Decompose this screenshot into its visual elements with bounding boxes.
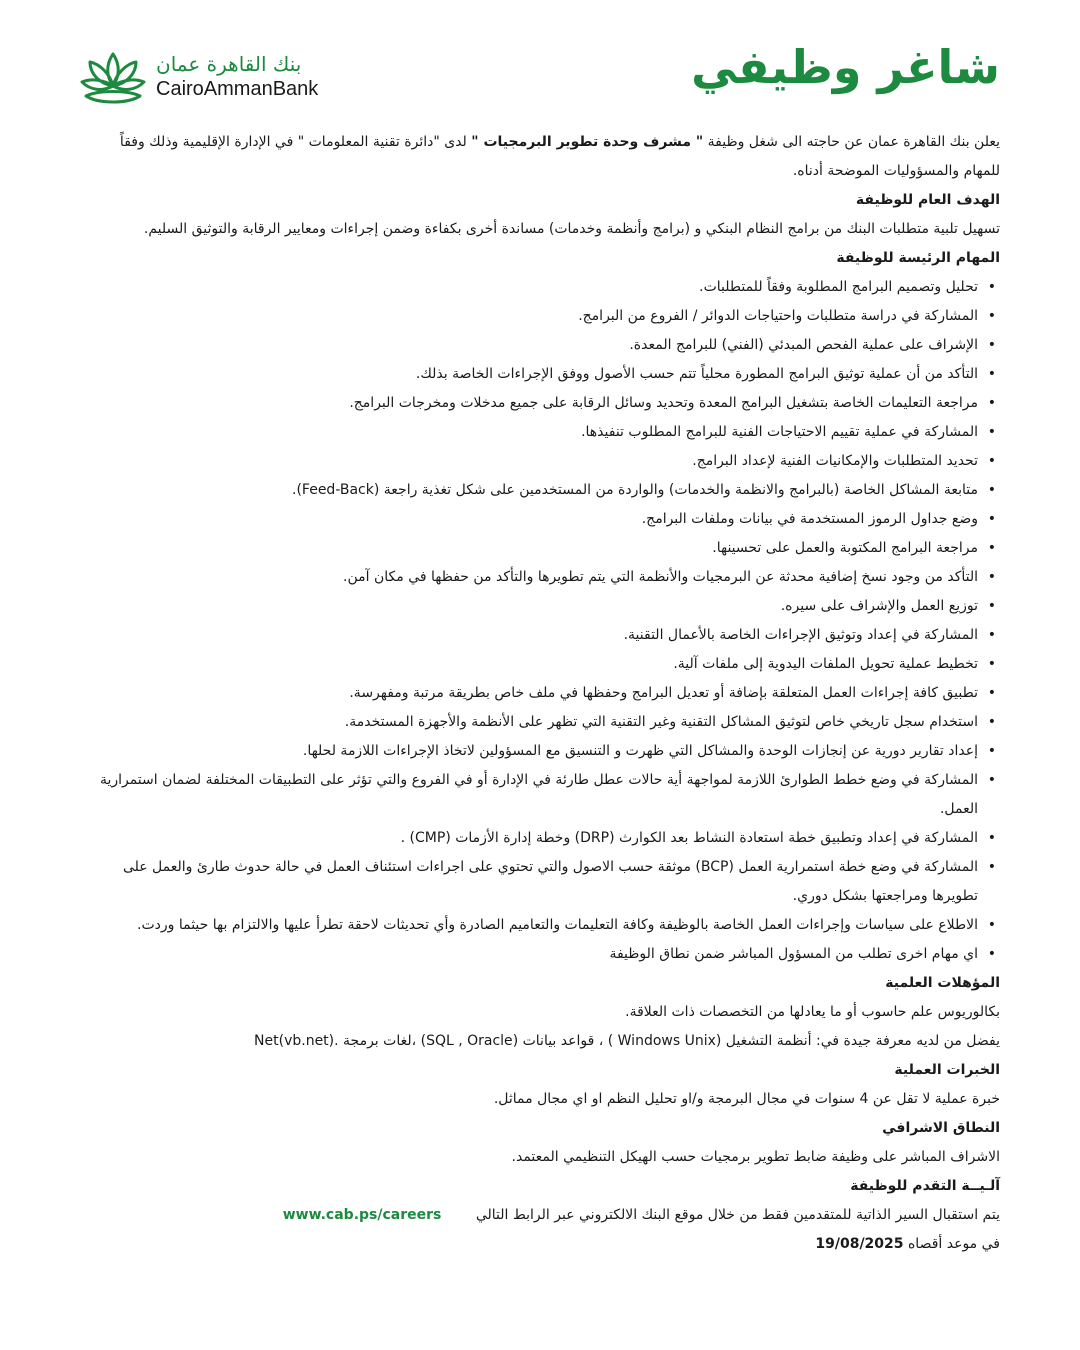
list-item: • المشاركة في وضع خطة استمرارية العمل (BCP) موثقة حسب الاصول والتي تحتوي على اجراءات استئناف العمل في حالة حدوث طارئ والعمل على تطويرها ومراجعتها بشكل دوري.: [80, 853, 1000, 911]
list-item: • إعداد تقارير دورية عن إنجازات الوحدة والمشاكل التي ظهرت و التنسيق مع المسؤولين لاتخاذ الإجراءات اللازمة لحلها.: [80, 737, 1000, 766]
list-item: • تطبيق كافة إجراءات العمل المتعلقة بإضافة أو تعديل البرامج وحفظها في ملف خاص بطريقة مرتبة ومفهرسة.: [80, 679, 1000, 708]
apply-heading: آلـيــة التقدم للوظيفة: [850, 1178, 1000, 1194]
list-item: • مراجعة البرامج المكتوبة والعمل على تحسينها.: [80, 534, 1000, 563]
list-item: • متابعة المشاكل الخاصة (بالبرامج والانظمة والخدمات) والواردة من المستخدمين على شكل تغذية راجعة (Feed-Back).: [80, 476, 1000, 505]
list-item: • المشاركة في وضع خطط الطوارئ اللازمة لمواجهة أية حالات عطل طارئة في الإدارة أو في الفروع والتي تؤثر على التطبيقات المختلفة لضمان استمرارية العمل.: [80, 766, 1000, 824]
careers-link[interactable]: www.cab.ps/careers: [282, 1207, 442, 1223]
qualifications-line-2: يفضل من لديه معرفة جيدة في: أنظمة التشغيل (Windows Unix ) ، قواعد بيانات (SQL , Oracle) ،لغات برمجة .Net(vb.net): [254, 1033, 1000, 1049]
apply-text: [80, 1201, 1000, 1230]
list-item: • اي مهام اخرى تطلب من المسؤول المباشر ضمن نطاق الوظيفة: [80, 940, 1000, 969]
intro-paragraph: [80, 128, 1000, 186]
list-item: • توزيع العمل والإشراف على سيره.: [80, 592, 1000, 621]
goal-text: تسهيل تلبية متطلبات البنك من برامج النظام البنكي و (برامج وأنظمة وخدمات) مساندة أخرى بكفاءة وضمن إجراءات ومعايير الرقابة والتوثيق السليم.: [143, 221, 1000, 237]
logo-english-text: CairoAmmanBank: [156, 78, 319, 100]
intro-suffix: لدى "دائرة تقنية المعلومات " في الإدارة الإقليمية وذلك وفقاً للمهام والمسؤوليات الموضحة أدناه.: [119, 134, 1000, 179]
list-item: • تحليل وتصميم البرامج المطلوبة وفقاً للمتطلبات.: [80, 273, 1000, 302]
experience-heading: الخبرات العملية: [894, 1062, 1000, 1078]
qualifications-line-1: بكالوريوس علم حاسوب أو ما يعادلها من التخصصات ذات العلاقة.: [625, 1004, 1000, 1020]
page-title: شاغر وظيفي: [691, 40, 1000, 94]
qualifications-heading: المؤهلات العلمية: [885, 975, 1000, 991]
job-description: [80, 128, 1000, 1259]
intro-prefix: يعلن بنك القاهرة عمان عن حاجته الى شغل وظيفة: [707, 134, 1000, 150]
list-item: • تحديد المتطلبات والإمكانيات الفنية لإعداد البرامج.: [80, 447, 1000, 476]
list-item: • المشاركة في إعداد وتوثيق الإجراءات الخاصة بالأعمال التقنية.: [80, 621, 1000, 650]
list-item: • المشاركة في دراسة متطلبات واحتياجات الدوائر / الفروع من البرامج.: [80, 302, 1000, 331]
supervision-text: الاشراف المباشر على وظيفة ضابط تطوير برمجيات حسب الهيكل التنظيمي المعتمد.: [511, 1149, 1000, 1165]
goal-heading: الهدف العام للوظيفة: [855, 192, 1000, 208]
deadline: [80, 1230, 1000, 1259]
list-item: • المشاركة في إعداد وتطبيق خطة استعادة النشاط بعد الكوارث (DRP) وخطة إدارة الأزمات (CMP) .: [80, 824, 1000, 853]
header: [0, 0, 1080, 125]
lotus-icon: [80, 50, 146, 106]
list-item: • مراجعة التعليمات الخاصة بتشغيل البرامج المعدة وتحديد وسائل الرقابة على جميع مدخلات ومخرجات البرامج.: [80, 389, 1000, 418]
list-item: • الاطلاع على سياسات وإجراءات العمل الخاصة بالوظيفة وكافة التعليمات والتعاميم الصادرة وأي تحديثات لاحقة تطرأ عليها والالتزام بها حيثما وردت.: [80, 911, 1000, 940]
logo-arabic-text: بنك القاهرة عمان: [156, 52, 302, 76]
tasks-list: [80, 273, 1000, 969]
list-item: • التأكد من وجود نسخ إضافية محدثة عن البرمجيات والأنظمة التي يتم تطويرها والتأكد من حفظها في مكان آمن.: [80, 563, 1000, 592]
list-item: • المشاركة في عملية تقييم الاحتياجات الفنية للبرامج المطلوب تنفيذها.: [80, 418, 1000, 447]
experience-text: خبرة عملية لا تقل عن 4 سنوات في مجال البرمجة و/او تحليل النظم او اي مجال مماثل.: [493, 1091, 1000, 1107]
job-title: " مشرف وحدة تطوير البرمجيات ": [471, 134, 704, 150]
bank-logo: [80, 50, 340, 108]
supervision-heading: النطاق الاشرافي: [882, 1120, 1000, 1136]
list-item: • الإشراف على عملية الفحص المبدئي (الفني) للبرامج المعدة.: [80, 331, 1000, 360]
deadline-label: في موعد أقصاه: [907, 1236, 1000, 1252]
deadline-date: 19/08/2025: [815, 1236, 904, 1252]
list-item: • استخدام سجل تاريخي خاص لتوثيق المشاكل التقنية وغير التقنية التي تظهر على الأنظمة والأجهزة المستخدمة.: [80, 708, 1000, 737]
list-item: • وضع جداول الرموز المستخدمة في بيانات وملفات البرامج.: [80, 505, 1000, 534]
list-item: • التأكد من أن عملية توثيق البرامج المطورة محلياً تتم حسب الأصول ووفق الإجراءات الخاصة بذلك.: [80, 360, 1000, 389]
apply-instructions: يتم استقبال السير الذاتية للمتقدمين فقط من خلال موقع البنك الالكتروني عبر الرابط التالي: [475, 1207, 1000, 1223]
list-item: • تخطيط عملية تحويل الملفات اليدوية إلى ملفات آلية.: [80, 650, 1000, 679]
tasks-heading: المهام الرئيسة للوظيفة: [836, 250, 1000, 266]
